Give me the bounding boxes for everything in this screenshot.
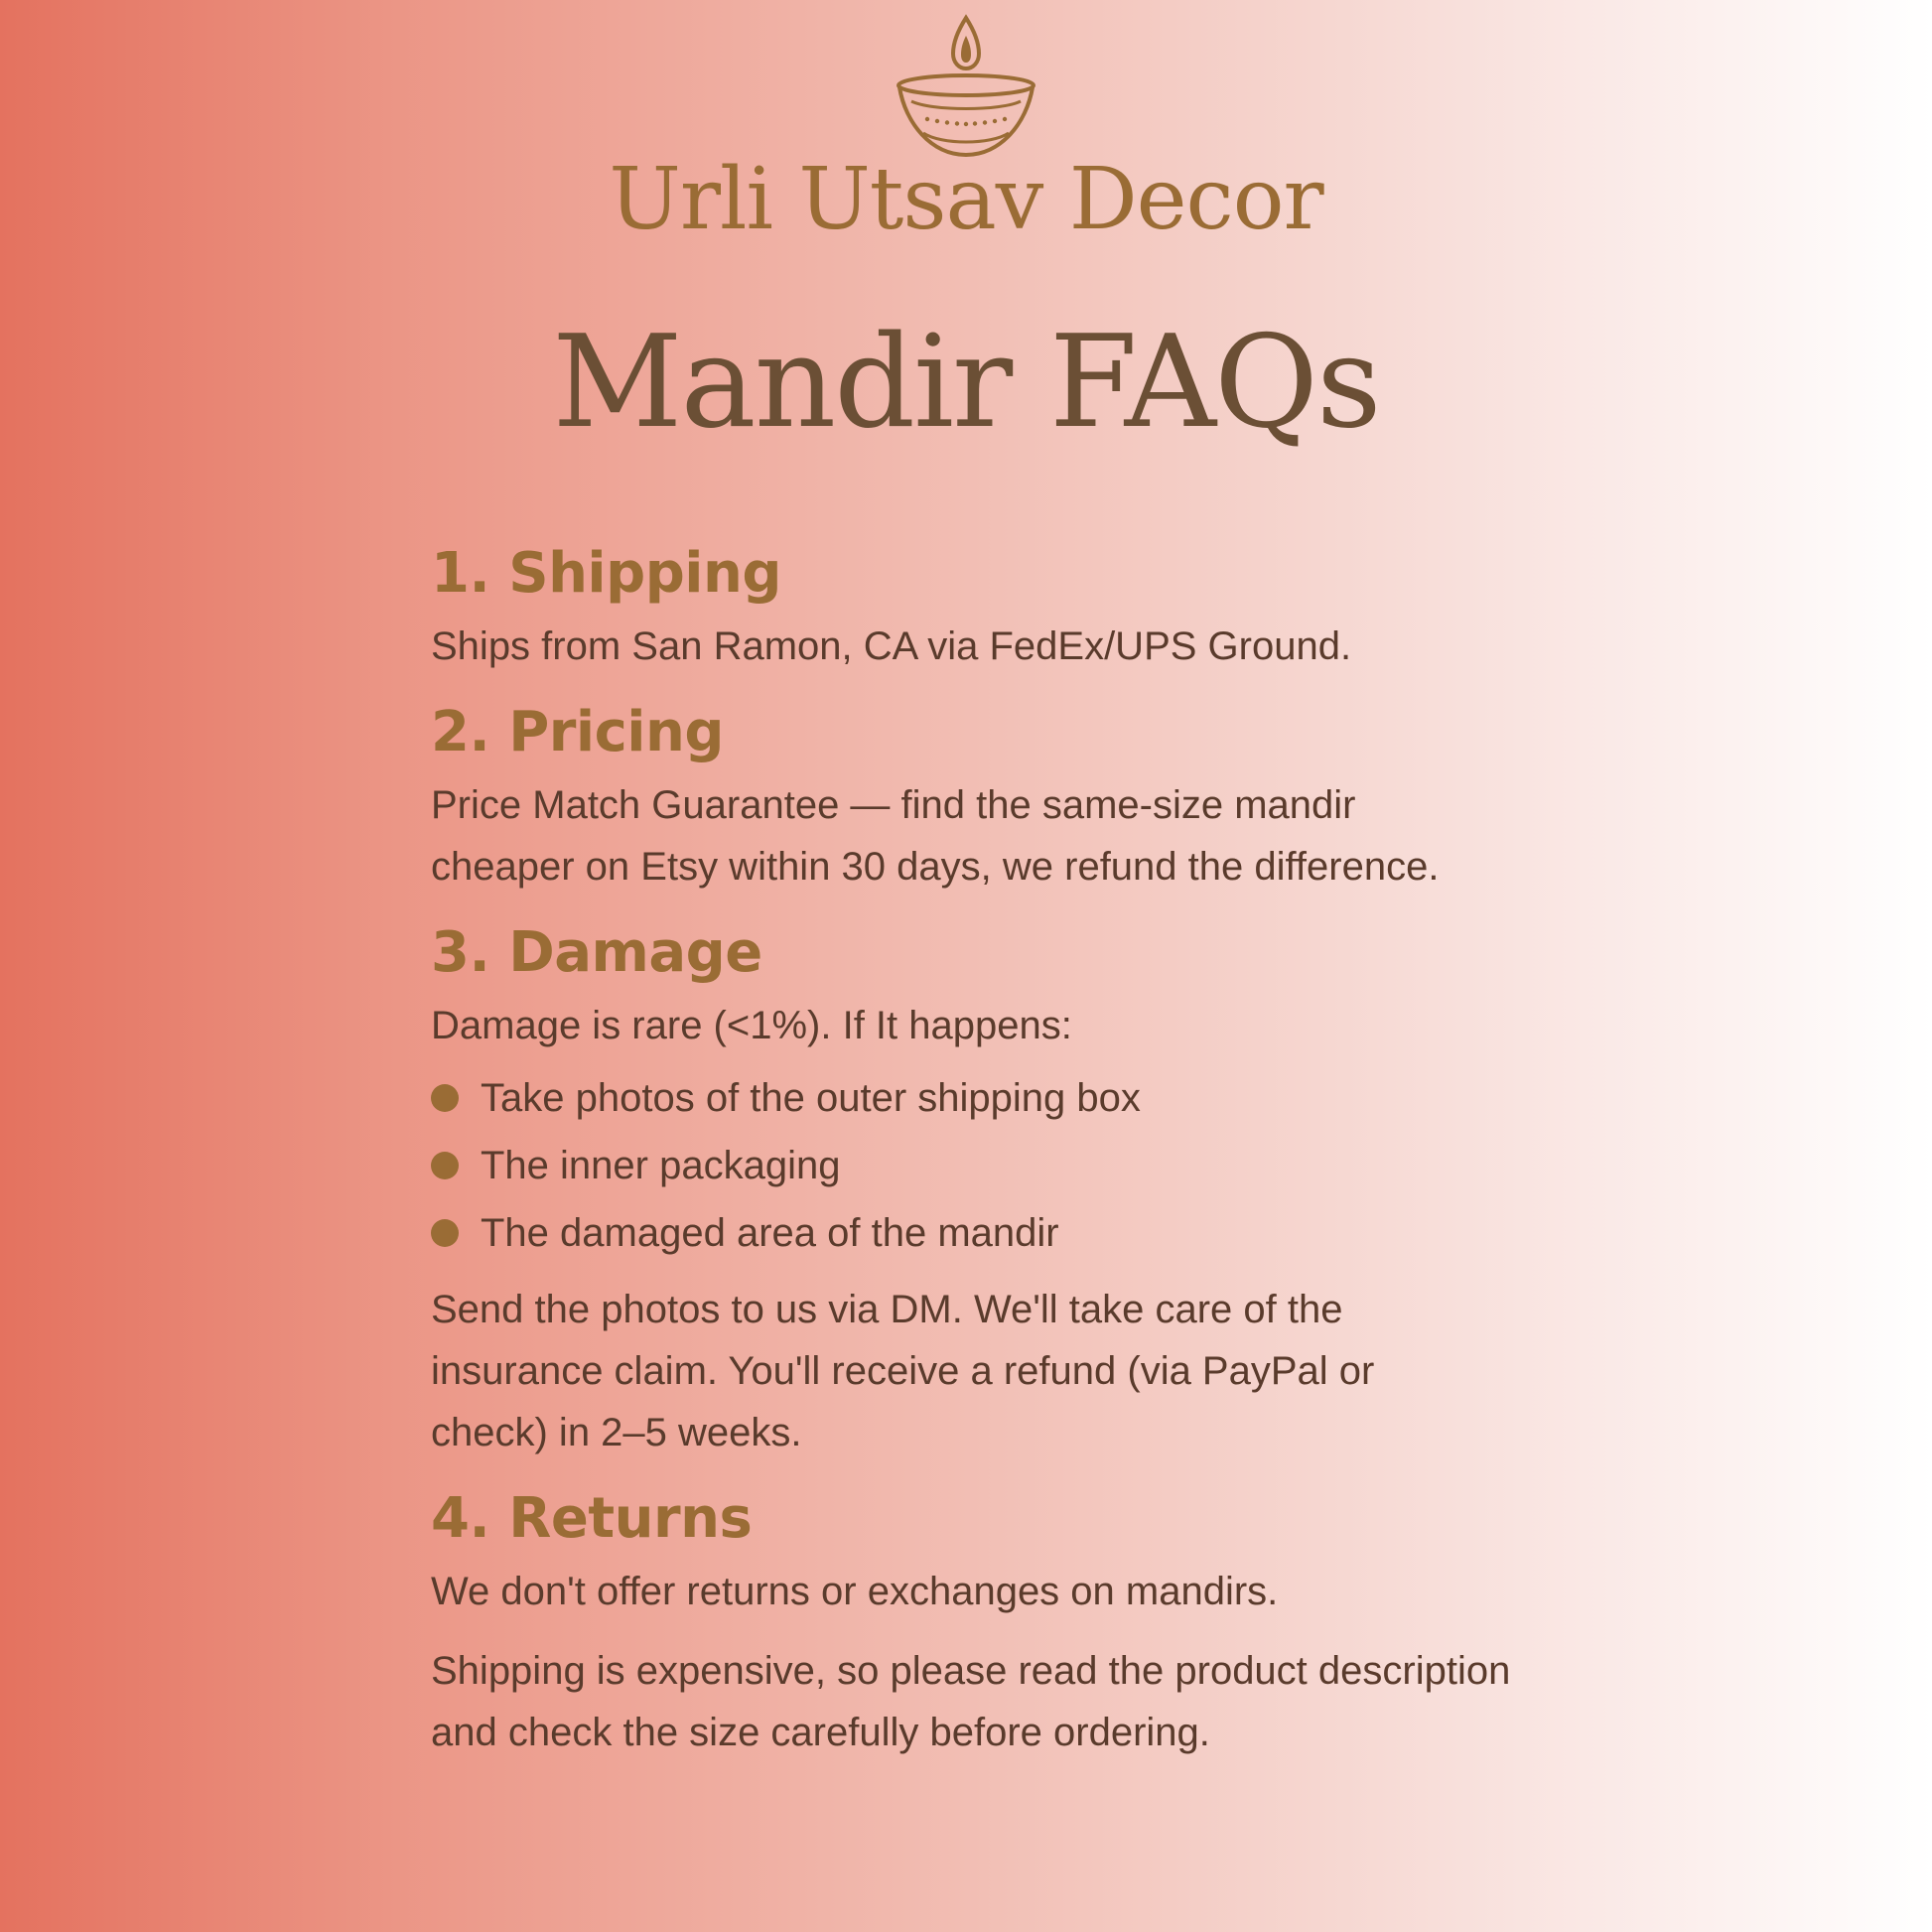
damage-steps-list	[431, 1064, 1622, 1267]
brand-name: Urli Utsav Decor	[609, 150, 1323, 249]
list-item	[431, 1064, 1622, 1132]
faq-returns	[431, 1481, 1622, 1763]
faq-damage	[431, 915, 1622, 1463]
faq-text-pricing-line-1: Price Match Guarantee — find the same-size mandir	[431, 783, 1356, 827]
faq-text-returns-line-2: and check the size carefully before ordering.	[431, 1711, 1210, 1754]
diya-lamp-icon	[892, 14, 1040, 163]
faq-damage-intro: Damage is rare (<1%). If It happens:	[431, 1004, 1072, 1047]
faq-list	[431, 536, 1622, 1781]
list-item	[431, 1199, 1622, 1267]
faq-text-returns: We don't offer returns or exchanges on mandirs.	[431, 1570, 1279, 1613]
faq-text-pricing	[431, 774, 1622, 897]
page-title: Mandir FAQs	[552, 309, 1380, 457]
faq-text-damage-line-3: check) in 2–5 weeks.	[431, 1411, 802, 1454]
faq-text-damage	[431, 1279, 1622, 1463]
brand-logo	[0, 14, 1932, 163]
faq-text-shipping: Ships from San Ramon, CA via FedEx/UPS Ground.	[431, 624, 1352, 668]
faq-heading-shipping: 1. Shipping	[431, 541, 781, 606]
bullet-dot-icon	[431, 1084, 459, 1112]
list-item-text: Take photos of the outer shipping box	[481, 1076, 1141, 1120]
list-item-text: The inner packaging	[481, 1144, 841, 1187]
faq-text-damage-line-1: Send the photos to us via DM. We'll take care of the	[431, 1288, 1343, 1331]
faq-heading-damage: 3. Damage	[431, 920, 762, 985]
faq-shipping	[431, 536, 1622, 677]
list-item-text: The damaged area of the mandir	[481, 1211, 1059, 1255]
faq-text-pricing-line-2: cheaper on Etsy within 30 days, we refund the difference.	[431, 845, 1440, 889]
faq-heading-returns: 4. Returns	[431, 1486, 753, 1551]
faq-pricing	[431, 695, 1622, 897]
faq-text-returns-line-1: Shipping is expensive, so please read the product description	[431, 1649, 1511, 1693]
faq-heading-pricing: 2. Pricing	[431, 700, 724, 764]
list-item	[431, 1132, 1622, 1199]
bullet-dot-icon	[431, 1219, 459, 1247]
faq-text-damage-line-2: insurance claim. You'll receive a refund (via PayPal or	[431, 1349, 1375, 1393]
faq-text-returns-note	[431, 1640, 1622, 1763]
bullet-dot-icon	[431, 1152, 459, 1179]
